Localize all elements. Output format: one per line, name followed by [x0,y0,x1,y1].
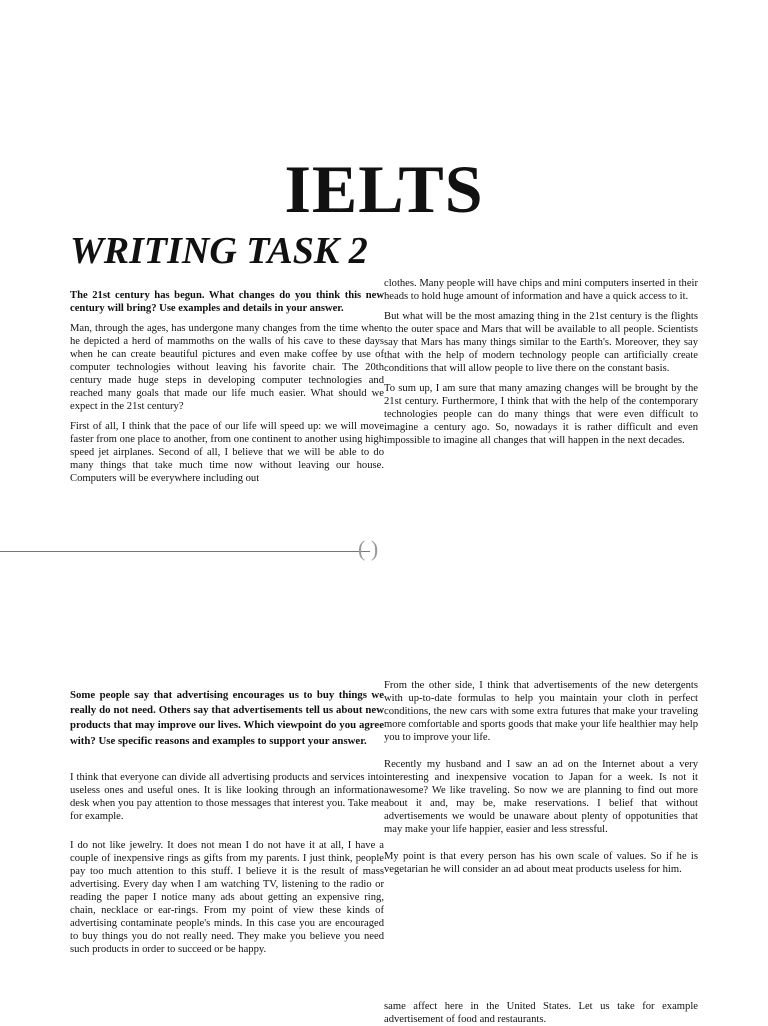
task1-paragraph: But what will be the most amazing thing in the 21st century is the flights to the outer space and Mars that will be available to all people. Scientists say that Mars has many things similar to the Earth's. Moreover, they say that with the help of modern technology people can artificially create conditions that will allow people to live there on the constant basis. [384,311,698,374]
task2-question: Some people say that advertising encourages us to buy things we really do not need. Others say that advertisements tell us about new products that may improve our lives. Which viewpoint do you agree with? Use specific reasons and examples to support your answer. [70,689,384,747]
task2-paragraph: From the other side, I think that advertisements of the new detergents with up-to-date formulas to help you maintain your cloth in perfect conditions, the new cars with some extra futures that make your traveling more comfortable and sports goods that make your life healthier may help you to improve your life. [384,680,698,743]
task2-right-column [384,679,698,883]
task2-paragraph: My point is that every person has his own scale of values. So if he is vegetarian he will consider an ad about meat products useless for him. [384,851,698,875]
task1-paragraph: Man, through the ages, has undergone many changes from the time when he depicted a herd of mammoths on the walls of his cave to these days when he can create beautiful pictures and even make coffee by use of computer technologies without leaving his favorite chair. The 20th century made huge steps in developing computer technologies and reached many goals that made our life much easier. What should we expect in the 21st century? [70,323,384,412]
task2-left-column [70,688,384,963]
task2-paragraph: I think that everyone can divide all advertising products and services into useless ones and useful ones. It is like looking through an information desk when you pay attention to those messages that interest you. Take me for example. [70,771,384,822]
task1-question: The 21st century has begun. What changes do you think this new century will bring? Use examples and details in your answer. [70,290,384,314]
task2-paragraph: Recently my husband and I saw an ad on the Internet about a very interesting and inexpensive vocation to Japan for a week. Is not it awesome? We like traveling. So now we are planning to find out more about it and, may be, make reservations. I belief that without advertisements we would be unaware about plenty of oppotunities that may make your life happier, easier and less stressful. [384,759,698,835]
page-divider [0,551,370,552]
task2-paragraph: I do not like jewelry. It does not mean I do not have it at all, I have a couple of inexpensive rings as gifts from my parents. I just think, people pay too much attention to this stuff. I believe it is the result of mass advertising. Every day when I am watching TV, listening to the radio or reading the paper I notice many ads about getting an expensive ring, chain, necklace or ear-rings. From my point of view these kinds of advertising contaminate people's minds. In this case you are encouraged to buy things you do not really need. They make you believe you need such products in order to succeed or be happy. [70,839,384,955]
page-title: IELTS [284,151,484,227]
task1-paragraph: clothes. Many people will have chips and mini computers inserted in their heads to hold huge amount of information and have a quick access to it. [384,278,698,302]
task1-left-column [70,289,384,492]
task1-paragraph: To sum up, I am sure that many amazing changes will be brought by the 21st century. Furthermore, I think that with the help of the contemporary technologies people can do many things that were even difficult to imagine a century ago. So, nowadays it is rather difficult and even impossible to imagine all changes that will happen in the next decades. [384,383,698,446]
task1-paragraph: First of all, I think that the pace of our life will speed up: we will move faster from one place to another, from one continent to another using high speed jet airplanes. Second of all, I believe that we will be able to do many things that take much time now without leaving our house. Computers will be everywhere including out [70,421,384,484]
page-marker: ( ) [358,536,379,561]
page-subtitle: WRITING TASK 2 [70,230,368,272]
task1-right-column [384,277,698,454]
task2-continuation: same affect here in the United States. Let us take for example advertisement of food and restaurants. [384,1001,698,1025]
